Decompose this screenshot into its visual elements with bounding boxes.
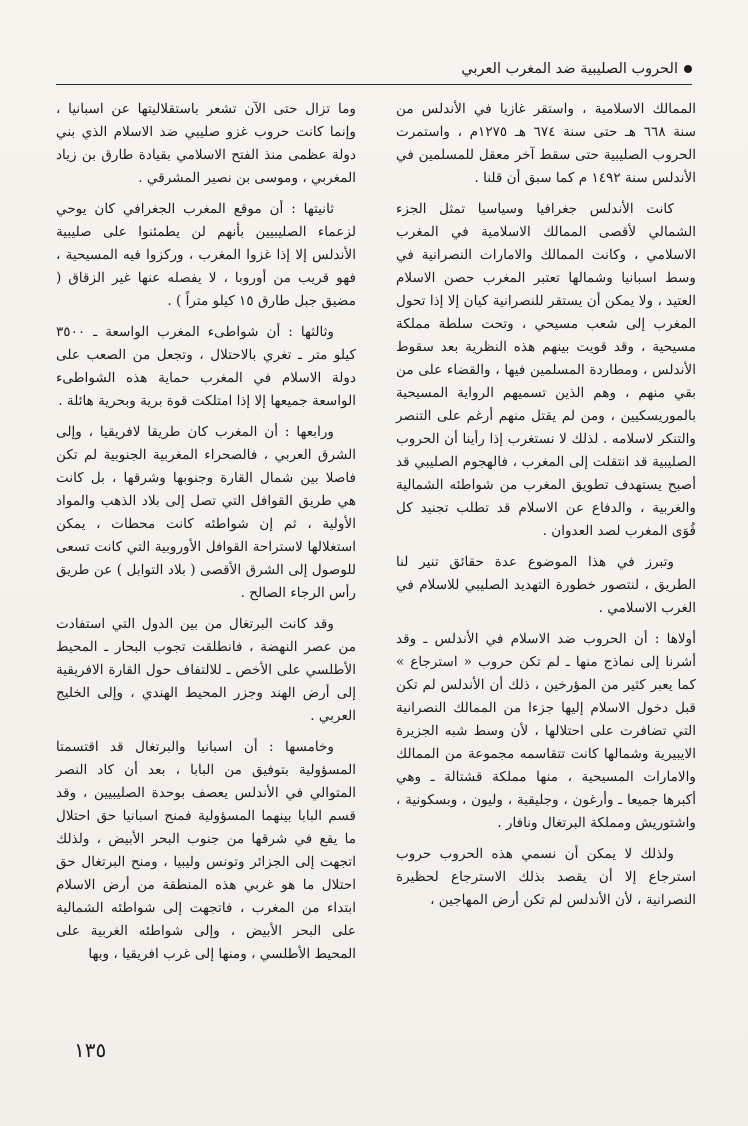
paragraph: وخامسها : أن اسبانيا والبرتغال قد اقتسمتا المسؤولية بتوفيق من البابا ، بعد أن كاد النصر المتوالي في الأندلس يعصف بوحدة الصليبيين ، وقد قسم البابا بينهما المسؤولية فمنح اسبانيا حق احتلال ما يقع في شرقها من جنوب البحر الأبيض ، ولذلك اتجهت إلى الجزائر وتونس وليبيا ، ومنح البرتغال حق احتلال ما هو غربي هذه المنطقة من أرض الاسلام ابتداء من المغرب ، فاتجهت إلى شواطئه الشمالية على البحر الأبيض ، وإلى شواطئه الغربية على المحيط الأطلسي ، ومنها إلى غرب افريقيا ، وبها	[56, 739, 356, 962]
running-head-title: الحروب الصليبية ضد المغرب العربي	[461, 61, 678, 77]
header-rule	[56, 84, 692, 85]
paragraph: ثانيتها : أن موقع المغرب الجغرافي كان يوحي لزعماء الصليبيين بأنهم لن يطمئنوا على صليبية الأندلس إلا إذا غزوا المغرب ، وركزوا فيه المسيحية ، فهو قريب من أوروبا ، لا يفصله عنها غير الزقاق ( مضيق جبل طارق ١٥ كيلو متراً ) .	[56, 201, 356, 309]
paragraph: ورابعها : أن المغرب كان طريقا لافريقيا ، وإلى الشرق العربي ، فالصحراء المغربية الجنوبية لم تكن فاصلا بين شمال القارة وجنوبها وشرقها ، بل كانت هي طريق القوافل التي تصل إلى بلاد الذهب والمواد الأولية ، ثم إن شواطئه كانت محطات ، يمكن استغلالها لاستراحة القوافل الأوروبية التي كانت تسعى للوصول إلى الشرق الأقصى ( بلاد التوابل ) عن طريق رأس الرجاء الصالح .	[56, 424, 356, 601]
paragraph: وثالثها : أن شواطىء المغرب الواسعة ـ ٣٥٠٠ كيلو متر ـ تغري بالاحتلال ، وتجعل من الصعب على دولة الاسلام في المغرب حماية هذه الشواطىء الواسعة جميعها إلا إذا امتلكت قوة برية وبحرية هائلة .	[56, 324, 356, 409]
paragraph: وقد كانت البرتغال من بين الدول التي استفادت من عصر النهضة ، فانطلقت تجوب البحار ـ المحيط الأطلسي على الأخص ـ للالتفاف حول القارة الافريقية إلى أرض الهند وجزر المحيط الهندي ، وإلى الخليج العربي .	[56, 616, 356, 724]
page-number: ١٣٥	[74, 1038, 107, 1062]
paragraph: وتبرز في هذا الموضوع عدة حقائق تنير لنا الطريق ، لنتصور خطورة التهديد الصليبي للاسلام في الغرب الاسلامي .	[396, 554, 696, 616]
left-column	[56, 98, 356, 966]
paragraph: أولاها : أن الحروب ضد الاسلام في الأندلس ـ وقد أشرنا إلى نماذج منها ـ لم تكن حروب « استرجاع » كما يعبر كثير من المؤرخين ، ذلك أن الأندلس لم تكن قبل دخول الاسلام إليها جزءا من الممالك النصرانية التي تضافرت على احتلالها ، لأن وسط شبه الجزيرة الايبيرية وشمالها كانت تتقاسمه مجموعة من الممالك والامارات المسيحية ، منها مملكة قشتالة ـ وهي أكبرها جميعا ـ وأرغون ، وجليقية ، وليون ، وبسكونية ، واشتوريش ومملكة البرتغال ونافار .	[396, 631, 696, 831]
right-column	[396, 98, 696, 912]
paragraph: ولذلك لا يمكن أن نسمي هذه الحروب حروب استرجاع إلا أن يقصد بذلك الاسترجاع لحظيرة النصرانية ، لأن الأندلس لم تكن أرض المهاجين ،	[396, 846, 696, 908]
paragraph: وما تزال حتى الآن تشعر باستقلاليتها عن اسبانيا ، وإنما كانت حروب غزو صليبي ضد الاسلام الذي بني دولة عظمى منذ الفتح الاسلامي بقيادة طارق بن زياد المغربي ، وموسى بن نصير المشرقي .	[56, 101, 356, 186]
paragraph: الممالك الاسلامية ، واستقر غازيا في الأندلس من سنة ٦٦٨ هـ حتى سنة ٦٧٤ هـ ١٢٧٥م ، واستمرت الحروب الصليبية حتى سقط آخر معقل للمسلمين في الأندلس سنة ١٤٩٢ م كما سبق أن قلنا .	[396, 101, 697, 186]
running-head	[56, 58, 692, 77]
paragraph: كانت الأندلس جغرافيا وسياسيا تمثل الجزء الشمالي لأقصى الممالك الاسلامية في المغرب الاسلامي ، وكانت الممالك والامارات النصرانية في وسط اسبانيا وشمالها تعتبر المغرب حصن الاسلام العتيد ، ولا يمكن أن يستقر للنصرانية كيان إلا إذا تحول المغرب إلى شعب مسيحي ، وتحت سلطة مملكة مسيحية ، وقد قويت بينهم هذه النظرية بعد سقوط الأندلس ، ومطاردة المسلمين فيها ، والقضاء على من بقي منهم ، وهم الذين تسميهم الرواية المسيحية بالموريسكيين ، ومن لم يقتل منهم أرغم على التنصر والتنكر لاسلامه . لذلك لا نستغرب إذا رأينا أن الحروب الصليبية قد انتقلت إلى المغرب ، فالهجوم الصليبي قد أصبح يستهدف تطويق المغرب من شواطئه الشمالية والغربية ، والدفاع عن الاسلام قد تطلب تجنيد كل قُوَى المغرب لصد العدوان .	[396, 201, 696, 539]
bullet-icon	[684, 65, 692, 73]
